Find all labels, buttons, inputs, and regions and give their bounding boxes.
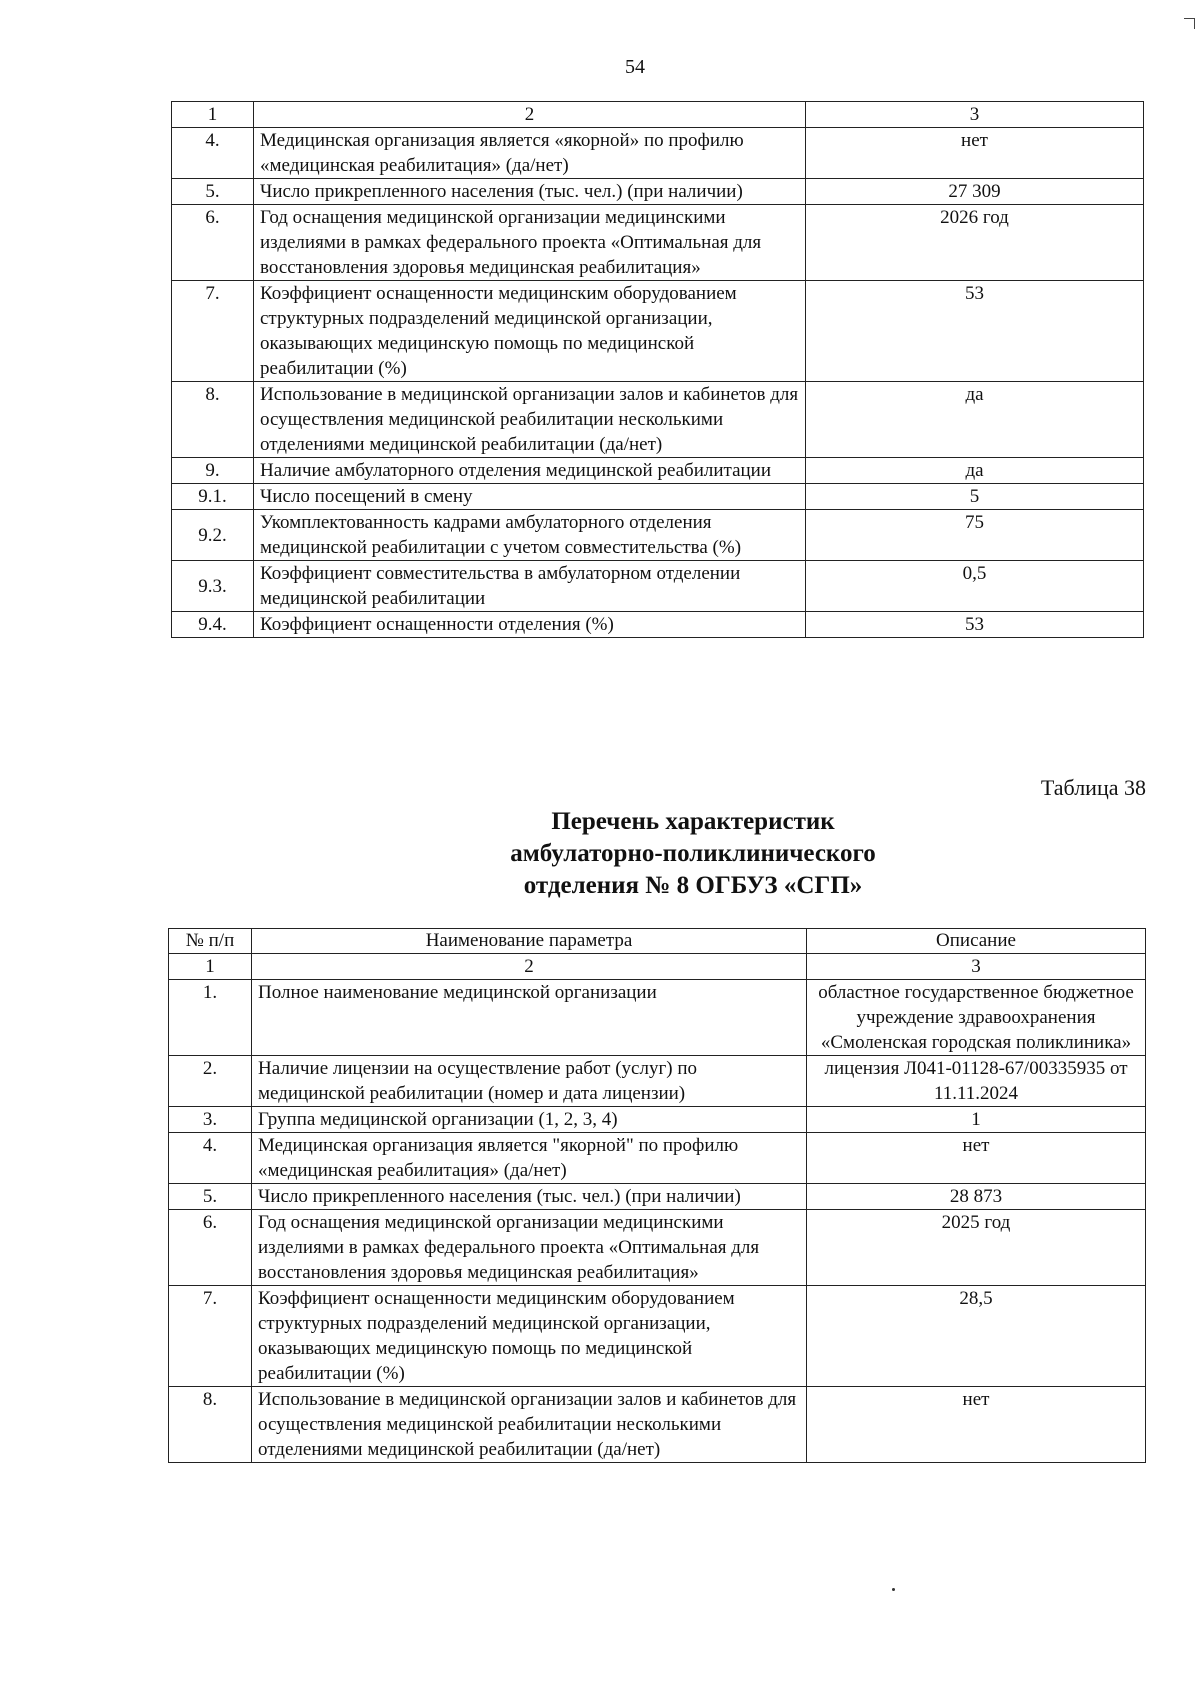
column-number-row — [172, 102, 1144, 128]
row-value: нет — [807, 1387, 1146, 1463]
row-number: 4. — [172, 128, 254, 179]
row-parameter: Наличие амбулаторного отделения медицинской реабилитации — [254, 458, 806, 484]
row-parameter: Коэффициент совместительства в амбулаторном отделении медицинской реабилитации — [254, 561, 806, 612]
row-number: 1. — [169, 980, 252, 1056]
table-row — [169, 1286, 1146, 1387]
table-title-line: амбулаторно-поликлинического — [510, 840, 876, 867]
row-value: областное государственное бюджетное учреждение здравоохранения «Смоленская городская поликлиника» — [807, 980, 1146, 1056]
table-row — [172, 179, 1144, 205]
row-value: 53 — [806, 281, 1144, 382]
table-header-row — [169, 929, 1146, 954]
row-value: да — [806, 458, 1144, 484]
row-number: 6. — [169, 1210, 252, 1286]
row-value: 75 — [806, 510, 1144, 561]
table-row — [172, 561, 1144, 612]
table-row — [172, 458, 1144, 484]
row-value: 2026 год — [806, 205, 1144, 281]
row-value: нет — [806, 128, 1144, 179]
row-value: 0,5 — [806, 561, 1144, 612]
row-value: 5 — [806, 484, 1144, 510]
table-row — [172, 612, 1144, 638]
row-parameter: Коэффициент оснащенности медицинским оборудованием структурных подразделений медицинской организации, оказывающих медицинскую помощь по медицинской реабилитации (%) — [252, 1286, 807, 1387]
row-value: да — [806, 382, 1144, 458]
scan-dot — [892, 1588, 895, 1591]
row-number: 9. — [172, 458, 254, 484]
table-row — [169, 1056, 1146, 1107]
row-number: 9.3. — [172, 561, 254, 612]
row-number: 8. — [169, 1387, 252, 1463]
corner-mark — [1184, 18, 1195, 29]
table-bottom — [168, 928, 1146, 1463]
row-number: 4. — [169, 1133, 252, 1184]
table-row — [172, 128, 1144, 179]
row-value: лицензия Л041-01128-67/00335935 от 11.11.2024 — [807, 1056, 1146, 1107]
table-row — [169, 1387, 1146, 1463]
row-number: 5. — [169, 1184, 252, 1210]
row-number: 5. — [172, 179, 254, 205]
row-parameter: Год оснащения медицинской организации медицинскими изделиями в рамках федерального проекта «Оптимальная для восстановления здоровья медицинская реабилитация» — [252, 1210, 807, 1286]
row-number: 9.2. — [172, 510, 254, 561]
row-parameter: Укомплектованность кадрами амбулаторного отделения медицинской реабилитации с учетом совместительства (%) — [254, 510, 806, 561]
table-row — [169, 980, 1146, 1056]
row-parameter: Медицинская организация является «якорной» по профилю «медицинская реабилитация» (да/нет) — [254, 128, 806, 179]
table-row — [172, 281, 1144, 382]
header-number: № п/п — [169, 929, 252, 954]
row-value: 27 309 — [806, 179, 1144, 205]
row-parameter: Полное наименование медицинской организации — [252, 980, 807, 1056]
row-parameter: Использование в медицинской организации залов и кабинетов для осуществления медицинской реабилитации несколькими отделениями медицинской реабилитации (да/нет) — [254, 382, 806, 458]
row-number: 7. — [169, 1286, 252, 1387]
row-parameter: Использование в медицинской организации залов и кабинетов для осуществления медицинской реабилитации несколькими отделениями медицинской реабилитации (да/нет) — [252, 1387, 807, 1463]
row-parameter: Наличие лицензии на осуществление работ (услуг) по медицинской реабилитации (номер и дата лицензии) — [252, 1056, 807, 1107]
row-value: 1 — [807, 1107, 1146, 1133]
column-number-row — [169, 954, 1146, 980]
table-top — [171, 101, 1144, 638]
row-number: 3. — [169, 1107, 252, 1133]
column-number-3: 3 — [807, 954, 1146, 980]
row-parameter: Медицинская организация является "якорной" по профилю «медицинская реабилитация» (да/нет) — [252, 1133, 807, 1184]
page-number: 54 — [625, 56, 645, 78]
table-row — [169, 1107, 1146, 1133]
row-value: 28,5 — [807, 1286, 1146, 1387]
column-number-3: 3 — [806, 102, 1144, 128]
row-number: 7. — [172, 281, 254, 382]
row-value: 53 — [806, 612, 1144, 638]
table-title-line: отделения № 8 ОГБУЗ «СГП» — [523, 872, 863, 899]
row-parameter: Группа медицинской организации (1, 2, 3, 4) — [252, 1107, 807, 1133]
table-row — [172, 510, 1144, 561]
row-parameter: Коэффициент оснащенности медицинским оборудованием структурных подразделений медицинской организации, оказывающих медицинскую помощь по медицинской реабилитации (%) — [254, 281, 806, 382]
column-number-1: 1 — [169, 954, 252, 980]
column-number-2: 2 — [252, 954, 807, 980]
row-number: 2. — [169, 1056, 252, 1107]
row-parameter: Число прикрепленного населения (тыс. чел.) (при наличии) — [254, 179, 806, 205]
row-parameter: Число посещений в смену — [254, 484, 806, 510]
table-caption: Таблица 38 — [1040, 775, 1146, 800]
header-parameter: Наименование параметра — [252, 929, 807, 954]
table-row — [169, 1184, 1146, 1210]
table-title-line: Перечень характеристик — [551, 808, 835, 835]
table-row — [172, 382, 1144, 458]
column-number-2: 2 — [254, 102, 806, 128]
table-row — [169, 1133, 1146, 1184]
row-parameter: Год оснащения медицинской организации медицинскими изделиями в рамках федерального проекта «Оптимальная для восстановления здоровья медицинская реабилитация» — [254, 205, 806, 281]
table-row — [169, 1210, 1146, 1286]
row-number: 9.4. — [172, 612, 254, 638]
table-title — [368, 806, 1018, 902]
row-number: 9.1. — [172, 484, 254, 510]
row-number: 6. — [172, 205, 254, 281]
row-parameter: Коэффициент оснащенности отделения (%) — [254, 612, 806, 638]
column-number-1: 1 — [172, 102, 254, 128]
row-parameter: Число прикрепленного населения (тыс. чел.) (при наличии) — [252, 1184, 807, 1210]
table-row — [172, 205, 1144, 281]
row-value: 28 873 — [807, 1184, 1146, 1210]
table-row — [172, 484, 1144, 510]
row-value: 2025 год — [807, 1210, 1146, 1286]
header-value: Описание — [807, 929, 1146, 954]
row-number: 8. — [172, 382, 254, 458]
row-value: нет — [807, 1133, 1146, 1184]
